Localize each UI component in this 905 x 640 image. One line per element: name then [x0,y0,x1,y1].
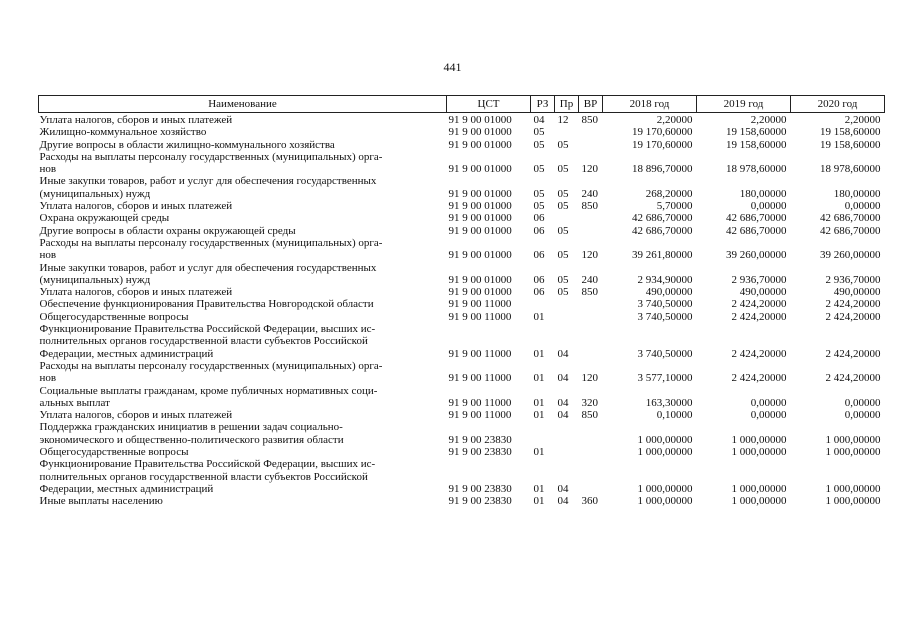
row-value-2020: 19 158,60000 [820,126,881,139]
row-value-2018: 18 896,70000 [632,163,693,176]
row-cst: 91 9 00 01000 [448,286,512,299]
table-row [39,212,885,224]
table-row [39,495,885,507]
row-value-2020: 1 000,00000 [825,482,881,495]
header-cst: ЦСТ [447,96,531,113]
row-value-2020: 2 424,20000 [825,347,881,360]
row-value-2019: 0,00000 [750,396,787,409]
table-row [39,323,885,360]
table-body [39,113,885,508]
row-rz [531,298,555,310]
row-value-2020: 1 000,00000 [825,433,881,446]
row-name: Расходы на выплаты персоналу государственных (муниципальных) орга- нов [39,236,383,262]
row-value-2018: 163,30000 [645,396,693,409]
row-value-2020: 2 424,20000 [825,298,881,311]
row-vr [579,225,603,237]
row-value-2018: 19 170,60000 [632,126,693,139]
row-value-2019: 18 978,60000 [726,163,787,176]
row-rz: 05 [533,126,545,139]
row-value-2019: 2 424,20000 [731,310,787,323]
table-row [39,175,885,200]
row-vr: 120 [581,249,598,262]
row-cst: 91 9 00 01000 [448,224,512,237]
row-name: Другие вопросы в области жилищно-коммунального хозяйства [39,138,335,151]
table-header-row [39,96,885,113]
row-pr [555,298,579,310]
row-cst: 91 9 00 01000 [448,249,512,262]
row-cst: 91 9 00 11000 [448,347,512,360]
row-name: Иные закупки товаров, работ и услуг для обеспечения государственных (муниципальных) нужд [39,261,377,286]
table-row [39,458,885,495]
row-name: Общегосударственные вопросы [39,310,189,323]
row-value-2018: 42 686,70000 [632,224,693,237]
row-value-2020: 2,20000 [844,114,881,126]
row-pr: 05 [557,163,569,176]
table-row [39,262,885,287]
row-cst: 91 9 00 01000 [448,200,512,213]
row-value-2018: 39 261,80000 [632,249,693,262]
row-value-2020: 180,00000 [833,187,881,200]
row-rz: 05 [533,138,545,151]
row-value-2019: 2 424,20000 [731,347,787,360]
row-cst: 91 9 00 01000 [448,114,512,126]
row-value-2020: 490,00000 [833,286,881,299]
row-vr [579,323,603,360]
budget-table-container [38,95,884,508]
row-pr: 05 [557,200,569,213]
row-name: Уплата налогов, сборов и иных платежей [39,114,233,126]
row-value-2020: 42 686,70000 [820,224,881,237]
table-row [39,151,885,176]
row-pr: 12 [557,114,569,126]
row-vr: 120 [581,372,598,385]
table-row [39,446,885,458]
row-cst: 91 9 00 11000 [448,409,512,422]
row-pr [555,126,579,138]
row-vr [579,139,603,151]
row-value-2018: 1 000,00000 [637,446,693,459]
row-value-2019: 180,00000 [739,187,787,200]
header-2018: 2018 год [603,96,697,113]
row-rz: 06 [533,249,545,262]
row-value-2019: 0,00000 [750,409,787,422]
row-value-2019: 2 424,20000 [731,372,787,385]
row-value-2018: 268,20000 [645,187,693,200]
table-row [39,298,885,310]
row-name: Функционирование Правительства Российской Федерации, высших ис- полнительных органов государственной власти субъектов Российской Федерации, местных администраций [39,458,376,495]
header-name: Наименование [39,96,447,113]
row-vr: 240 [581,187,598,200]
row-name: Социальные выплаты гражданам, кроме публичных нормативных соци- альных выплат [39,384,378,409]
row-cst: 91 9 00 01000 [448,273,512,286]
row-value-2020: 39 260,00000 [820,249,881,262]
row-vr: 320 [581,396,598,409]
table-row [39,311,885,323]
row-vr: 360 [581,495,598,508]
row-rz: 04 [533,114,545,126]
row-value-2018: 1 000,00000 [637,433,693,446]
row-rz: 01 [533,347,545,360]
row-value-2019: 1 000,00000 [731,495,787,508]
row-rz: 05 [533,187,545,200]
row-name: Иные выплаты населению [39,495,163,508]
row-vr [579,421,603,446]
row-value-2020: 1 000,00000 [825,495,881,508]
row-cst: 91 9 00 11000 [448,298,512,311]
row-value-2020: 2 936,70000 [825,273,881,286]
row-vr: 850 [581,114,598,126]
row-cst: 91 9 00 11000 [448,396,512,409]
row-name: Уплата налогов, сборов и иных платежей [39,409,233,422]
row-name: Обеспечение функционирования Правительства Новгородской области [39,298,374,311]
row-cst: 91 9 00 23830 [448,482,512,495]
row-value-2018: 3 577,10000 [637,372,693,385]
row-cst: 91 9 00 01000 [448,212,512,225]
row-rz: 06 [533,286,545,299]
table-row [39,200,885,212]
row-name: Общегосударственные вопросы [39,446,189,459]
table-row [39,421,885,446]
row-value-2019: 19 158,60000 [726,126,787,139]
row-value-2019: 42 686,70000 [726,224,787,237]
row-value-2019: 2,20000 [750,114,787,126]
row-name: Расходы на выплаты персоналу государственных (муниципальных) орга- нов [39,150,383,176]
row-pr [555,212,579,224]
row-value-2020: 1 000,00000 [825,446,881,459]
row-value-2019: 490,00000 [739,286,787,299]
table-row [39,225,885,237]
header-2020: 2020 год [791,96,885,113]
row-vr: 850 [581,286,598,299]
row-value-2019: 0,00000 [750,200,787,213]
row-value-2020: 42 686,70000 [820,212,881,225]
table-row [39,385,885,410]
row-pr: 05 [557,187,569,200]
header-pr: Пр [555,96,579,113]
row-pr [555,311,579,323]
row-pr: 04 [557,372,569,385]
row-value-2018: 1 000,00000 [637,495,693,508]
row-name: Жилищно-коммунальное хозяйство [39,126,207,139]
row-value-2018: 3 740,50000 [637,310,693,323]
row-value-2018: 19 170,60000 [632,138,693,151]
row-rz: 01 [533,310,545,323]
table-row [39,286,885,298]
row-cst: 91 9 00 01000 [448,138,512,151]
row-pr: 05 [557,249,569,262]
row-value-2020: 2 424,20000 [825,310,881,323]
header-rz: РЗ [531,96,555,113]
row-pr: 05 [557,273,569,286]
row-vr [579,126,603,138]
row-value-2018: 1 000,00000 [637,482,693,495]
row-value-2019: 42 686,70000 [726,212,787,225]
row-value-2020: 18 978,60000 [820,163,881,176]
table-row [39,409,885,421]
row-cst: 91 9 00 23830 [448,433,512,446]
row-pr [555,446,579,458]
budget-table [38,95,885,508]
row-vr: 850 [581,409,598,422]
row-name: Охрана окружающей среды [39,212,170,225]
row-value-2018: 490,00000 [645,286,693,299]
row-value-2019: 1 000,00000 [731,482,787,495]
row-rz: 06 [533,273,545,286]
row-value-2018: 0,10000 [656,409,693,422]
row-value-2019: 1 000,00000 [731,446,787,459]
row-vr [579,212,603,224]
row-cst: 91 9 00 23830 [448,446,512,459]
row-name: Расходы на выплаты персоналу государственных (муниципальных) орга- нов [39,359,383,385]
table-row [39,360,885,385]
header-2019: 2019 год [697,96,791,113]
row-pr [555,421,579,446]
row-value-2018: 42 686,70000 [632,212,693,225]
row-name: Уплата налогов, сборов и иных платежей [39,286,233,299]
row-value-2018: 3 740,50000 [637,347,693,360]
row-pr: 04 [557,409,569,422]
row-value-2019: 19 158,60000 [726,138,787,151]
row-cst: 91 9 00 23830 [448,495,512,508]
row-pr: 04 [557,482,569,495]
row-vr [579,311,603,323]
row-value-2018: 3 740,50000 [637,298,693,311]
row-value-2018: 2 934,90000 [637,273,693,286]
page-number: 441 [443,60,462,74]
row-rz: 01 [533,482,545,495]
row-vr [579,298,603,310]
row-pr: 05 [557,224,569,237]
row-rz [531,421,555,446]
row-vr: 850 [581,200,598,213]
table-row [39,237,885,262]
row-pr: 05 [557,286,569,299]
row-pr: 05 [557,138,569,151]
row-value-2020: 19 158,60000 [820,138,881,151]
row-value-2020: 0,00000 [844,396,881,409]
row-name: Уплата налогов, сборов и иных платежей [39,200,233,213]
row-pr: 04 [557,396,569,409]
row-value-2019: 39 260,00000 [726,249,787,262]
table-row [39,113,885,127]
row-cst: 91 9 00 01000 [448,187,512,200]
row-vr: 240 [581,273,598,286]
row-name: Функционирование Правительства Российской Федерации, высших ис- полнительных органов государственной власти субъектов Российской Федерации, местных администраций [39,323,376,360]
row-value-2019: 2 936,70000 [731,273,787,286]
row-rz: 01 [533,446,545,459]
table-row [39,139,885,151]
table-row [39,126,885,138]
row-rz: 01 [533,409,545,422]
row-cst: 91 9 00 11000 [448,310,512,323]
row-vr [579,446,603,458]
row-rz: 01 [533,396,545,409]
header-vr: ВР [579,96,603,113]
row-rz: 01 [533,372,545,385]
row-value-2020: 0,00000 [844,409,881,422]
row-value-2020: 2 424,20000 [825,372,881,385]
row-name: Поддержка гражданских инициатив в решении задач социально- экономического и общественно-политического развития области [39,421,344,446]
row-value-2019: 2 424,20000 [731,298,787,311]
row-vr [579,458,603,495]
row-cst: 91 9 00 11000 [448,372,512,385]
row-pr: 04 [557,347,569,360]
row-value-2018: 2,20000 [656,114,693,126]
row-name: Иные закупки товаров, работ и услуг для обеспечения государственных (муниципальных) нужд [39,175,377,200]
row-name: Другие вопросы в области охраны окружающей среды [39,224,296,237]
row-pr: 04 [557,495,569,508]
row-value-2019: 1 000,00000 [731,433,787,446]
row-rz: 06 [533,224,545,237]
row-value-2020: 0,00000 [844,200,881,213]
row-vr: 120 [581,163,598,176]
row-rz: 05 [533,200,545,213]
row-rz: 01 [533,495,545,508]
row-value-2018: 5,70000 [656,200,693,213]
row-cst: 91 9 00 01000 [448,126,512,139]
row-rz: 06 [533,212,545,225]
row-cst: 91 9 00 01000 [448,163,512,176]
row-rz: 05 [533,163,545,176]
